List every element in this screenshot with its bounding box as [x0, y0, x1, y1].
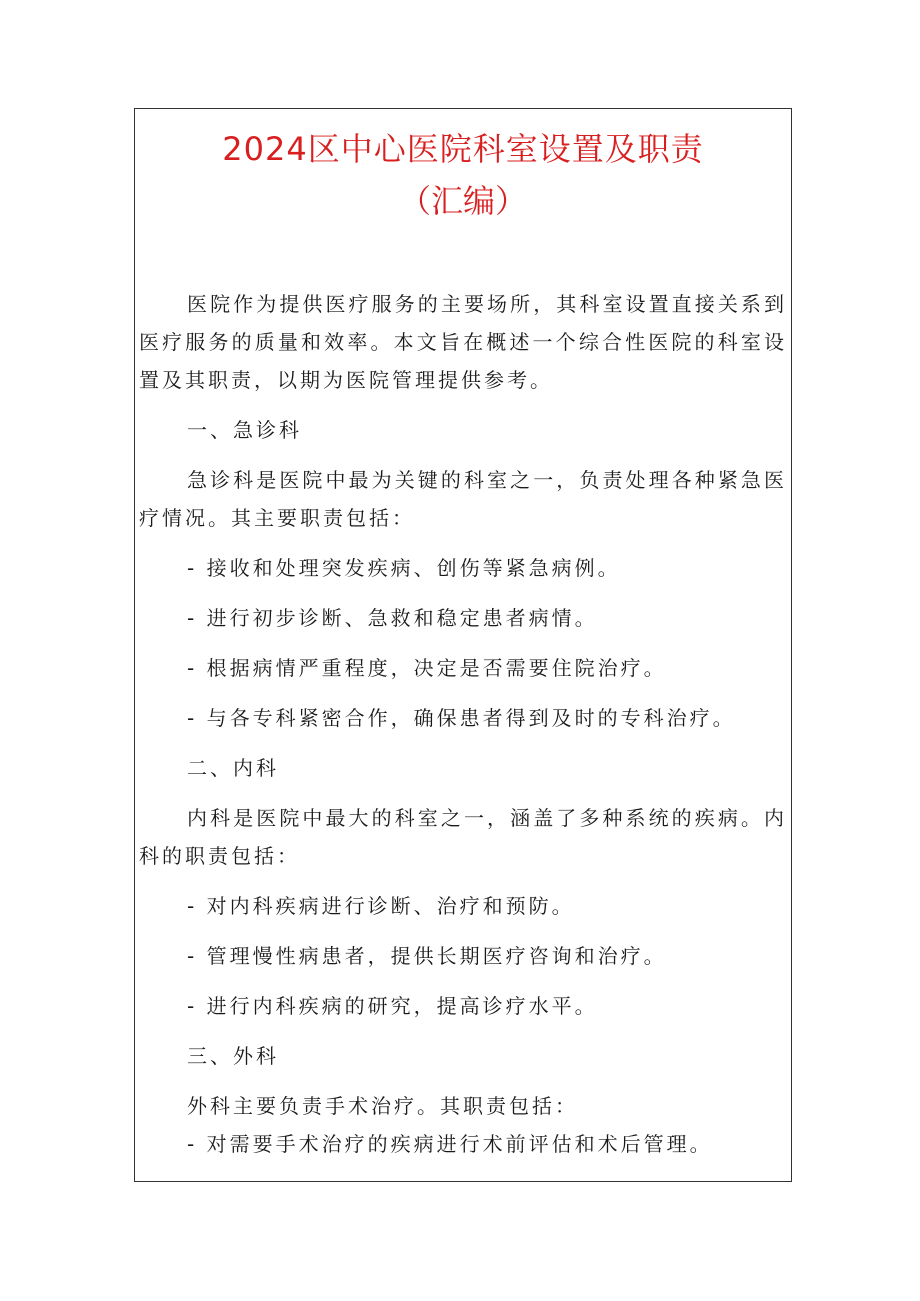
list-item: - 对需要手术治疗的疾病进行术前评估和术后管理。: [187, 1132, 713, 1156]
document-body: [139, 285, 787, 1163]
list-item: - 对内科疾病进行诊断、治疗和预防。: [187, 894, 575, 918]
list-item: - 进行初步诊断、急救和稳定患者病情。: [187, 606, 598, 630]
section-heading-internal-medicine: 二、内科: [187, 756, 279, 780]
title-block: [135, 123, 791, 227]
document-frame: [134, 108, 792, 1182]
list-item: - 进行内科疾病的研究，提高诊疗水平。: [187, 994, 598, 1018]
section-heading-surgery: 三、外科: [187, 1044, 279, 1068]
section-description-internal-medicine: 内科是医院中最大的科室之一，涵盖了多种系统的疾病。内科的职责包括：: [139, 806, 787, 868]
section-heading-emergency: 一、急诊科: [187, 418, 302, 442]
page-title: 2024区中心医院科室设置及职责: [222, 130, 704, 168]
page-subtitle: （汇编）: [398, 182, 527, 220]
section-description-emergency: 急诊科是医院中最为关键的科室之一，负责处理各种紧急医疗情况。其主要职责包括：: [139, 468, 787, 530]
section-description-surgery: 外科主要负责手术治疗。其职责包括：: [187, 1094, 578, 1118]
list-item: - 接收和处理突发疾病、创伤等紧急病例。: [187, 556, 621, 580]
list-item: - 管理慢性病患者，提供长期医疗咨询和治疗。: [187, 944, 667, 968]
list-item: - 根据病情严重程度，决定是否需要住院治疗。: [187, 656, 667, 680]
list-item: - 与各专科紧密合作，确保患者得到及时的专科治疗。: [187, 706, 736, 730]
intro-paragraph: 医院作为提供医疗服务的主要场所，其科室设置直接关系到医疗服务的质量和效率。本文旨在概述一个综合性医院的科室设置及其职责，以期为医院管理提供参考。: [139, 292, 787, 392]
